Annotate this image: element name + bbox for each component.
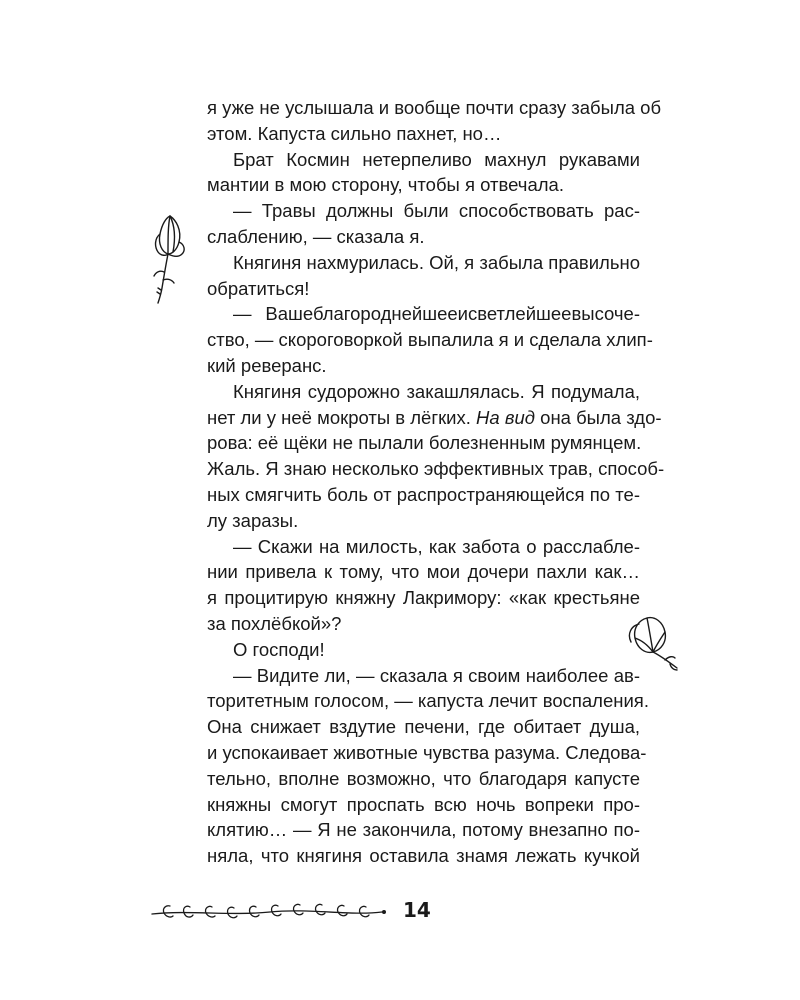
text-line: тельно, вполне возможно, что благодаря капусте: [207, 767, 640, 789]
text-line: нии привела к тому, что мои дочери пахли как…: [207, 561, 640, 583]
text-line: кий реверанс.: [207, 354, 327, 376]
text-line: Она снижает вздутие печени, где обитает душа,: [207, 716, 640, 738]
text-line: — Видите ли, — сказала я своим наиболее ав-: [233, 664, 640, 686]
page-number: 14: [403, 898, 431, 922]
text-line: Брат Космин нетерпеливо махнул рукавами: [233, 148, 640, 170]
text-line: за похлёбкой»?: [207, 612, 342, 634]
text-line: рова: её щёки не пылали болезненным румянцем.: [207, 432, 642, 454]
text-line: обратиться!: [207, 277, 310, 299]
text-line: мантии в мою сторону, чтобы я отвечала.: [207, 174, 564, 196]
text-line: княжны смогут проспать всю ночь вопреки про-: [207, 793, 640, 815]
text-line: я уже не услышала и вообще почти сразу забыла об: [207, 97, 662, 118]
text-line-part: она была здо-: [540, 406, 662, 428]
text-line: — Травы должны были способствовать рас-: [233, 200, 640, 222]
text-line: Жаль. Я знаю несколько эффективных трав, способ-: [207, 458, 665, 480]
magnolia-bud-icon: [146, 208, 194, 304]
text-line: [207, 405, 662, 431]
text-line: Княгиня нахмурилась. Ой, я забыла правильно: [233, 251, 640, 273]
text-line: ство, — скороговоркой выпалила я и сделала хлип-: [207, 329, 653, 351]
text-line: я процитирую княжну Лакримору: «как крестьяне: [207, 587, 640, 609]
text-line: слаблению, — сказала я.: [207, 225, 425, 247]
text-line: торитетным голосом, — капуста лечит воспаления.: [207, 690, 649, 712]
italic-phrase: На вид: [476, 406, 536, 428]
text-line: О господи!: [233, 638, 325, 660]
body-text: [207, 95, 665, 869]
text-line: ных смягчить боль от распространяющейся по те-: [207, 483, 640, 505]
text-line: клятию… — Я не закончила, потому внезапно по-: [207, 819, 640, 841]
text-line: — Вашеблагороднейшееисветлейшеевысоче-: [233, 303, 640, 325]
text-line: — Скажи на милость, как забота о расслабле-: [233, 535, 640, 557]
text-line: няла, что княгиня оставила знамя лежать кучкой: [207, 845, 640, 867]
text-line: лу заразы.: [207, 509, 299, 531]
text-line: этом. Капуста сильно пахнет, но…: [207, 122, 502, 144]
vine-ornament-icon: [150, 896, 390, 926]
text-line: и успокаивает животные чувства разума. Следова-: [207, 741, 647, 763]
text-line: Княгиня судорожно закашлялась. Я подумала,: [233, 380, 640, 402]
text-line-part: нет ли у неё мокроты в лёгких.: [207, 406, 471, 428]
